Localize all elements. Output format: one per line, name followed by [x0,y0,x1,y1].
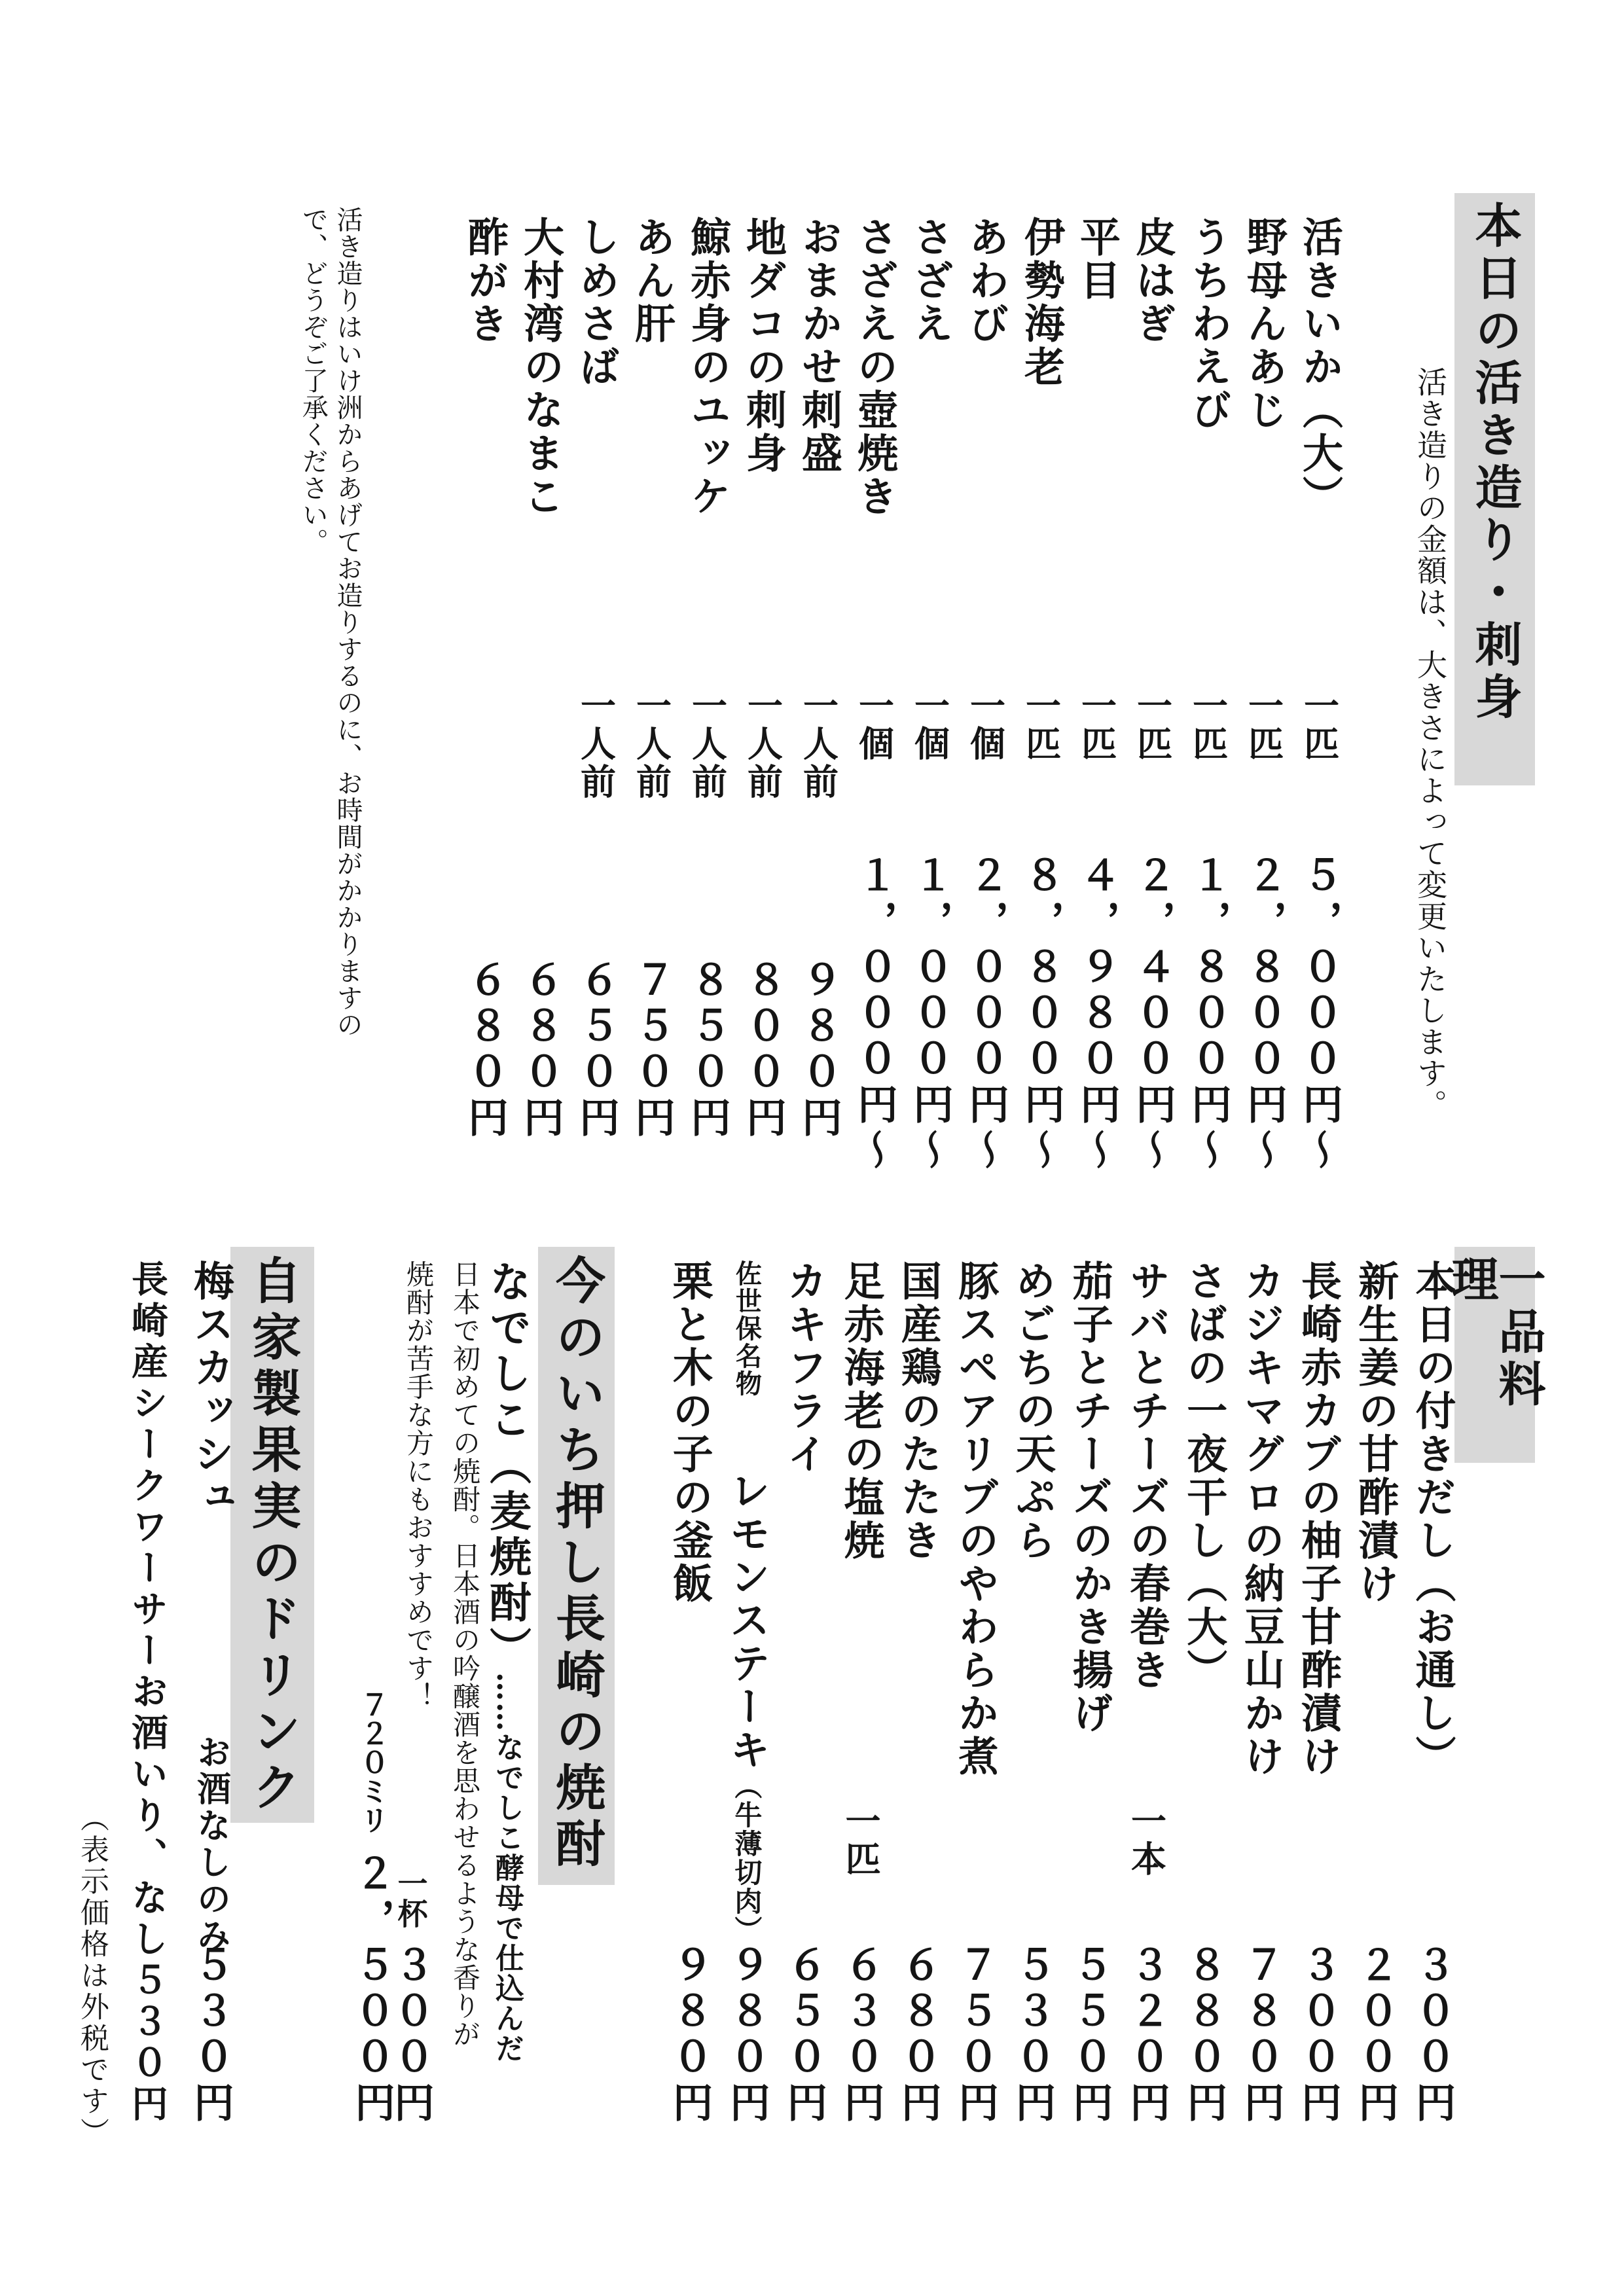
menu-item-name: しめさば [572,216,621,389]
menu-item-name: 伊勢海老 [1017,216,1066,389]
menu-item-name: おまかせ刺盛 [795,216,843,475]
menu-item-name: 茄子とチーズのかき揚げ [1066,1260,1114,1735]
menu-item [1295,216,1344,1175]
menu-item [516,216,565,1175]
menu-item-unit: 一個 [964,687,1007,763]
menu-item-price: ６３０円 [837,1944,885,2127]
menu-item [1073,216,1121,1175]
menu-item-unit: 一人前 [630,687,673,801]
menu-item [572,216,621,1175]
menu-item-price: ６８０円 [461,959,509,1142]
menu-item-price: ７５０円 [628,959,676,1142]
menu-item-price: ４，９８０円～ [1073,854,1121,1175]
menu-item-unit: 一匹 [1075,687,1118,763]
drink-price: ５３０円 [187,1944,235,2127]
menu-item [850,216,899,1175]
drink-item-ume [187,1260,235,2127]
menu-item-price: ３２０円 [1123,1944,1171,2127]
menu-item [837,1260,885,2127]
menu-item [1184,216,1233,1175]
menu-item-price: ９８０円 [723,1944,771,2127]
menu-item-name: 新生姜の甘酢漬け [1351,1260,1399,1605]
menu-item-price: １，０００円～ [906,854,954,1175]
drinks-title-band [230,1247,314,1823]
menu-item-name: めごちの天ぷら [1008,1260,1056,1562]
menu-item-name: サバとチーズの春巻き [1123,1260,1171,1692]
drink-sub-label: お酒なしのみ [190,1734,231,1954]
menu-item-name: 活きいか（大） [1295,216,1344,518]
menu-item [951,1260,1000,2127]
menu-item [1294,1260,1343,2127]
shochu-desc-line2: 焼酎が苦手な方にもおすすめです！ [403,1260,435,1710]
menu-item-name: 長崎赤カブの柚子甘酢漬け [1294,1260,1343,1778]
menu-item-unit: 一匹 [840,1803,882,1878]
dishes-title-band [1443,1247,1547,1463]
menu-item [894,1260,943,2127]
menu-item-unit: 一人前 [797,687,840,801]
menu-item-name: さざえ [906,216,954,346]
menu-item-name: 平目 [1073,216,1121,302]
menu-item-price: １，８００円～ [1184,854,1233,1175]
drink-item-shikuwasa: 長崎産シークワーサーお酒いり、なし５３０円 [126,1260,169,2126]
shochu-bottle-price: ２，５００円 [348,1852,396,2127]
drinks-title: 自家製果実のドリンク [244,1255,302,1818]
menu-item-unit: 一個 [853,687,895,763]
menu-item-price: ６５０円 [572,959,621,1142]
menu-item-price: ２，０００円～ [962,854,1010,1175]
menu-item-unit: 一匹 [1242,687,1285,763]
menu-item-price: ８００円 [739,959,787,1142]
shochu-bottle-size: ７２０ミリ [355,1690,389,1834]
menu-item-price: ９８０円 [795,959,843,1142]
menu-item-price: ３００円 [1409,1944,1456,2127]
menu-item-name: 大村湾のなまこ [516,216,565,518]
menu-item-unit: 一人前 [686,687,729,801]
menu-item [1066,1260,1114,2127]
menu-item [1123,1260,1171,2127]
shochu-title: 今のいち押し長崎の焼酎 [547,1255,606,1874]
menu-item [666,1260,714,2127]
menu-item-price: ８８０円 [1180,1944,1228,2127]
menu-item-price: ８５０円 [683,959,732,1142]
menu-item-unit: 一匹 [1020,687,1062,763]
menu-item-price: ２，４００円～ [1128,854,1177,1175]
menu-item [795,216,843,1175]
menu-item-price: ６８０円 [516,959,565,1142]
menu-item-price: ８，８００円～ [1017,854,1066,1175]
menu-item-price: ２００円 [1351,1944,1399,2127]
menu-item [1128,216,1177,1175]
menu-item-name: 足赤海老の塩焼 [837,1260,885,1562]
menu-item [1240,216,1288,1175]
drink-name: 梅スカッシュ [187,1260,235,1519]
menu-item [628,216,676,1175]
menu-item-name: あわび [962,216,1010,346]
menu-item-price: ５，０００円～ [1295,854,1344,1175]
menu-item-name: 地ダコの刺身 [739,216,787,475]
menu-item-name: さばの一夜干し（大） [1180,1260,1228,1692]
menu-item-name: うちわえび [1184,216,1233,432]
menu-item [780,1260,828,2127]
menu-item-unit: 一人前 [742,687,784,801]
menu-item [906,216,954,1175]
menu-item-name: 豚スペアリブのやわらか煮 [951,1260,1000,1778]
shochu-title-band [538,1247,615,1885]
menu-item-name: レモンステーキ（牛薄切肉） [723,1469,771,1945]
menu-item-price: ５５０円 [1066,1944,1114,2127]
shochu-cup-label: 一杯 [393,1868,429,1928]
menu-item-unit: 一匹 [1187,687,1229,763]
shochu-cup-price: ３００円 [387,1944,435,2127]
menu-item-unit: 一匹 [1131,687,1174,763]
menu-item [1008,1260,1056,2127]
sashimi-footnote-line: 活き造りはいけ洲からあげてお造りするのに、お時間がかかりますの [333,206,363,1038]
menu-item-price: ５３０円 [1008,1944,1056,2127]
sashimi-note: 活き造りの金額は、大きさによって変更いたします。 [1413,367,1448,1121]
menu-item-unit: 一人前 [575,687,617,801]
menu-item-suffix: （牛薄切肉） [731,1772,763,1945]
menu-item-price: １，０００円～ [850,854,899,1175]
menu-item [1180,1260,1228,2127]
menu-item [1351,1260,1399,2127]
menu-item-prefix: 佐世保名物 [731,1260,763,1397]
menu-item-name: 野母んあじ [1240,216,1288,432]
menu-item-name: あん肝 [628,216,676,346]
menu-item [461,216,509,1175]
shochu-bottle-price-block [343,1690,401,2127]
menu-item [1017,216,1066,1175]
menu-item-price: ７８０円 [1237,1944,1286,2127]
dishes-title: 一品料理 [1443,1255,1547,1412]
shochu-item-note: ……なでしこ酵母で仕込んだ [490,1672,524,2064]
menu-item-price: ６５０円 [780,1944,828,2127]
menu-item-name: 国産鶏のたたき [894,1260,943,1562]
menu-item-price: ７５０円 [951,1944,1000,2127]
menu-item-name: 酢がき [461,216,509,346]
sashimi-title-band [1454,193,1535,785]
menu-item-unit: 一個 [909,687,951,763]
menu-item [1409,1260,1456,2127]
sashimi-title: 本日の活き造り・刺身 [1467,201,1523,725]
shochu-bottle-column [348,1260,396,2127]
sashimi-footnote [295,206,365,1175]
shochu-item [477,1260,537,2064]
shochu-desc-line1: 日本で初めての焼酎。日本酒の吟醸酒を思わせるような香りが [449,1260,481,2048]
menu-item-price: ２，８００円～ [1240,854,1288,1175]
tax-note: （表示価格は外税です） [75,1803,109,2149]
menu-item [1237,1260,1286,2127]
shochu-item-name: なでしこ（麦焼酎） [482,1260,532,1672]
menu-item-name: カキフライ [780,1260,828,1476]
menu-item-name: さざえの壺焼き [850,216,899,518]
menu-item-price: ６８０円 [894,1944,943,2127]
sashimi-footnote-line: で、どうぞご了承ください。 [298,206,329,555]
menu-item-price: ３００円 [1294,1944,1343,2127]
menu-item-name: 栗と木の子の釜飯 [666,1260,714,1605]
menu-item-name: カジキマグロの納豆山かけ [1237,1260,1286,1778]
menu-item [739,216,787,1175]
menu-item-name: 本日の付きだし（お通し） [1409,1260,1456,1778]
menu-item-unit: 一匹 [1298,687,1341,763]
menu-item [723,1260,771,2127]
menu-item-price: ９８０円 [666,1944,714,2127]
menu-item-name: 鯨赤身のユッケ [683,216,732,518]
menu-item-unit: 一本 [1125,1803,1168,1878]
menu-item-name: 皮はぎ [1128,216,1177,346]
menu-item [962,216,1010,1175]
menu-item [683,216,732,1175]
